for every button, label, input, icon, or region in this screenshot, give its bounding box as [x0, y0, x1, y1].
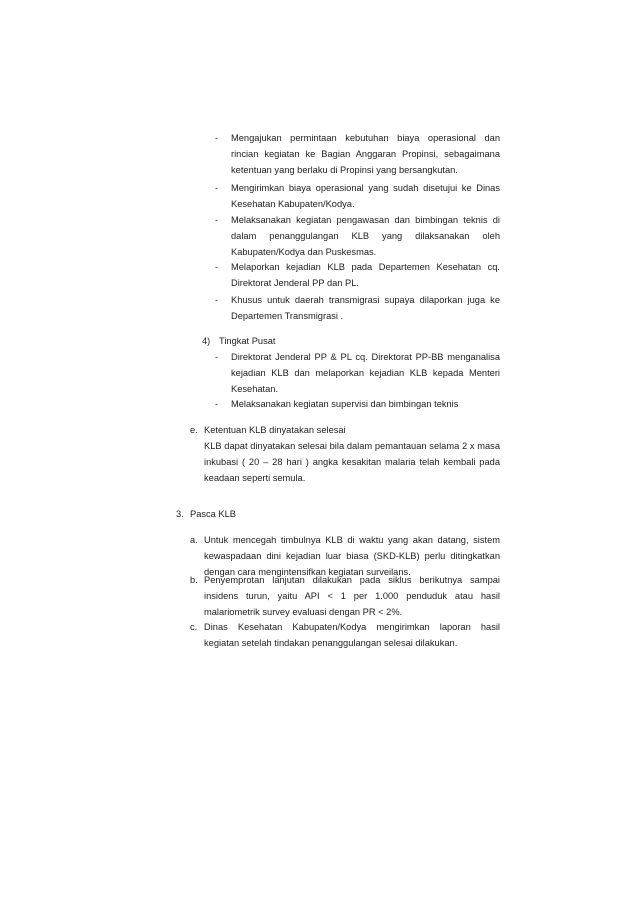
bullet-dash: -: [215, 399, 219, 409]
list-marker: e.: [190, 425, 198, 435]
bullet-text: Mengirimkan biaya operasional yang sudah disetujui ke Dinas Kesehatan Kabupaten/Kodya.: [231, 183, 500, 209]
bullet-text: Khusus untuk daerah transmigrasi supaya dilaporkan juga ke Departemen Transmigrasi .: [231, 295, 500, 321]
paragraph: KLB dapat dinyatakan selesai bila dalam pemantauan selama 2 x masa inkubasi ( 20 – 28 hari ) angka kesakitan malaria telah kembali pada keadaan seperti semula.: [204, 441, 500, 483]
bullet-dash: -: [215, 183, 219, 193]
subsection-title: Ketentuan KLB dinyatakan selesai: [204, 425, 346, 435]
list-marker: b.: [190, 575, 198, 585]
bullet-text: Mengajukan permintaan kebutuhan biaya operasional dan rincian kegiatan ke Bagian Anggaran Propinsi, sebagaimana ketentuan yang berlaku di Propinsi yang bersangkutan.: [231, 133, 500, 175]
list-item-text: Penyemprotan lanjutan dilakukan pada siklus berikutnya sampai insidens turun, yaitu API < 1 per 1.000 penduduk atau hasil malariometrik survey evaluasi dengan PR < 2%.: [204, 575, 500, 617]
bullet-dash: -: [215, 262, 219, 272]
section-title: Pasca KLB: [190, 509, 236, 519]
section-number: 3.: [176, 509, 184, 519]
bullet-text: Melaksanakan kegiatan supervisi dan bimbingan teknis: [231, 399, 459, 409]
list-item-text: Untuk mencegah timbulnya KLB di waktu yang akan datang, sistem kewaspadaan dini kejadian luar biasa (SKD-KLB) perlu ditingkatkan dengan cara mengintensifkan kegiatan surveilans.: [204, 535, 500, 577]
bullet-text: Melaporkan kejadian KLB pada Departemen Kesehatan cq. Direktorat Jenderal PP dan PL.: [231, 262, 500, 288]
bullet-dash: -: [215, 295, 219, 305]
list-number: 4): [202, 336, 211, 346]
list-item-text: Dinas Kesehatan Kabupaten/Kodya mengirimkan laporan hasil kegiatan setelah tindakan penanggulangan selesai dilakukan.: [204, 622, 500, 648]
subsection-title: Tingkat Pusat: [219, 336, 276, 346]
list-marker: a.: [190, 535, 198, 545]
bullet-dash: -: [215, 352, 219, 362]
list-marker: c.: [190, 622, 198, 632]
bullet-dash: -: [215, 133, 219, 143]
bullet-text: Direktorat Jenderal PP & PL cq. Direktorat PP-BB menganalisa kejadian KLB dan melaporkan kejadian KLB kepada Menteri Kesehatan.: [231, 352, 500, 394]
bullet-dash: -: [215, 215, 219, 225]
bullet-text: Melaksanakan kegiatan pengawasan dan bimbingan teknis di dalam penanggulangan KLB yang dilaksanakan oleh Kabupaten/Kodya dan Puskesmas.: [231, 215, 500, 257]
